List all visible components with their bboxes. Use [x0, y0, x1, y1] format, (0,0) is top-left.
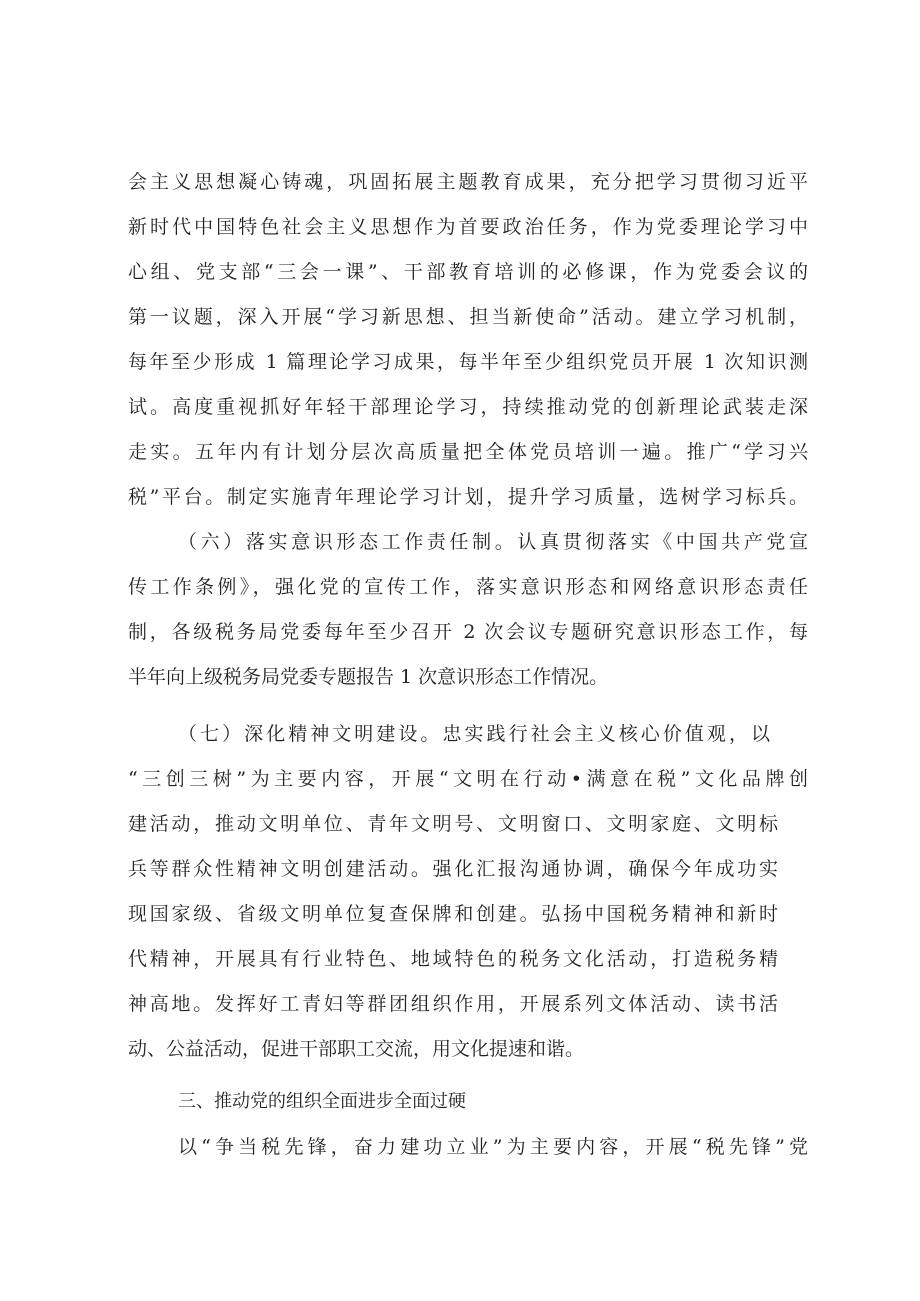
text-line: 代精神，开展具有行业特色、地域特色的税务文化活动，打造税务精 — [128, 948, 778, 970]
section-heading: 三、推动党的组织全面进步全面过硬 — [178, 1091, 466, 1112]
text-line: 试。高度重视抓好年轻干部理论学习，持续推动党的创新理论武装走深 — [128, 396, 808, 418]
text-line: 走实。五年内有计划分层次高质量把全体党员培训一遍。推广“学习兴 — [128, 441, 808, 463]
text-line: 兵等群众性精神文明创建活动。强化汇报沟通协调，确保今年成功实 — [128, 858, 778, 880]
text-line: 以“争当税先锋，奋力建功立业”为主要内容，开展“税先锋”党 — [178, 1136, 808, 1158]
text-line: 税”平台。制定实施青年理论学习计划，提升学习质量，选树学习标兵。 — [128, 486, 808, 508]
text-line: 制，各级税务局党委每年至少召开 2 次会议专题研究意识形态工作，每 — [128, 621, 808, 643]
text-line: 现国家级、省级文明单位复查保牌和创建。弘扬中国税务精神和新时 — [128, 903, 778, 925]
text-line: 传工作条例》，强化党的宣传工作，落实意识形态和网络意识形态责任 — [128, 576, 808, 598]
text-line: （六）落实意识形态工作责任制。认真贯彻落实《中国共产党宣 — [178, 531, 808, 553]
text-line: 会主义思想凝心铸魂，巩固拓展主题教育成果，充分把学习贯彻习近平 — [128, 171, 808, 193]
text-line: 每年至少形成 1 篇理论学习成果，每半年至少组织党员开展 1 次知识测 — [128, 351, 808, 373]
text-line: 新时代中国特色社会主义思想作为首要政治任务，作为党委理论学习中 — [128, 216, 808, 238]
text-line: “三创三树”为主要内容，开展“文明在行动•满意在税”文化品牌创 — [128, 768, 808, 790]
text-line: 半年向上级税务局党委专题报告 1 次意识形态工作情况。 — [128, 666, 609, 688]
text-line: （七）深化精神文明建设。忠实践行社会主义核心价值观，以 — [178, 723, 770, 745]
text-line: 心组、党支部“三会一课”、干部教育培训的必修课，作为党委会议的 — [128, 261, 808, 283]
text-line: 第一议题，深入开展“学习新思想、担当新使命”活动。建立学习机制， — [128, 306, 808, 328]
text-line: 动、公益活动，促进干部职工交流，用文化提速和谐。 — [128, 1038, 585, 1060]
text-line: 建活动，推动文明单位、青年文明号、文明窗口、文明家庭、文明标 — [128, 813, 778, 835]
text-line: 神高地。发挥好工青妇等群团组织作用，开展系列文体活动、读书活 — [128, 993, 778, 1015]
